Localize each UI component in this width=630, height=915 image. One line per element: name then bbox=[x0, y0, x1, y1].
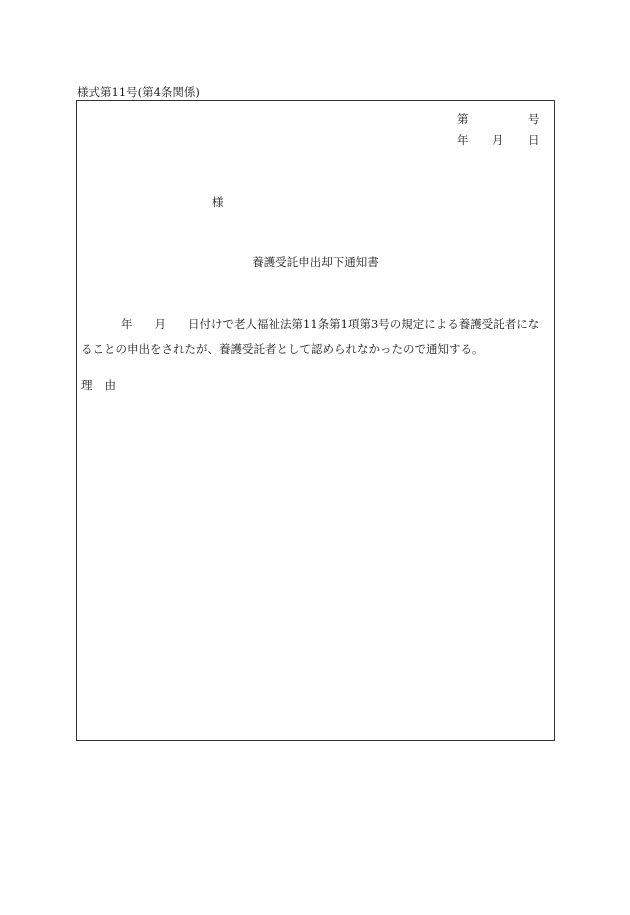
addressee-honorific: 様 bbox=[212, 195, 224, 209]
document-title: 養護受託申出却下通知書 bbox=[252, 255, 379, 269]
date-month-label: 月 bbox=[492, 133, 504, 147]
body-text-line-1 bbox=[81, 316, 539, 332]
reason-char-2: 由 bbox=[104, 378, 116, 392]
body-text-line-2: ることの申出をされたが、養護受託者として認められなかったので通知する。 bbox=[81, 342, 484, 356]
reason-label bbox=[81, 377, 116, 393]
form-number-header: 様式第11号(第4条関係) bbox=[77, 85, 200, 99]
date-day-label: 日 bbox=[528, 133, 540, 147]
body-line1-text: 日付けで老人福祉法第11条第1項第3号の規定による養護受託者にな bbox=[188, 317, 540, 331]
number-suffix: 号 bbox=[528, 112, 540, 126]
body-month-label: 月 bbox=[154, 317, 166, 331]
body-year-label: 年 bbox=[121, 317, 133, 331]
date-year-label: 年 bbox=[457, 133, 469, 147]
document-frame bbox=[76, 100, 555, 741]
number-prefix: 第 bbox=[457, 112, 469, 126]
reason-char-1: 理 bbox=[81, 378, 93, 392]
